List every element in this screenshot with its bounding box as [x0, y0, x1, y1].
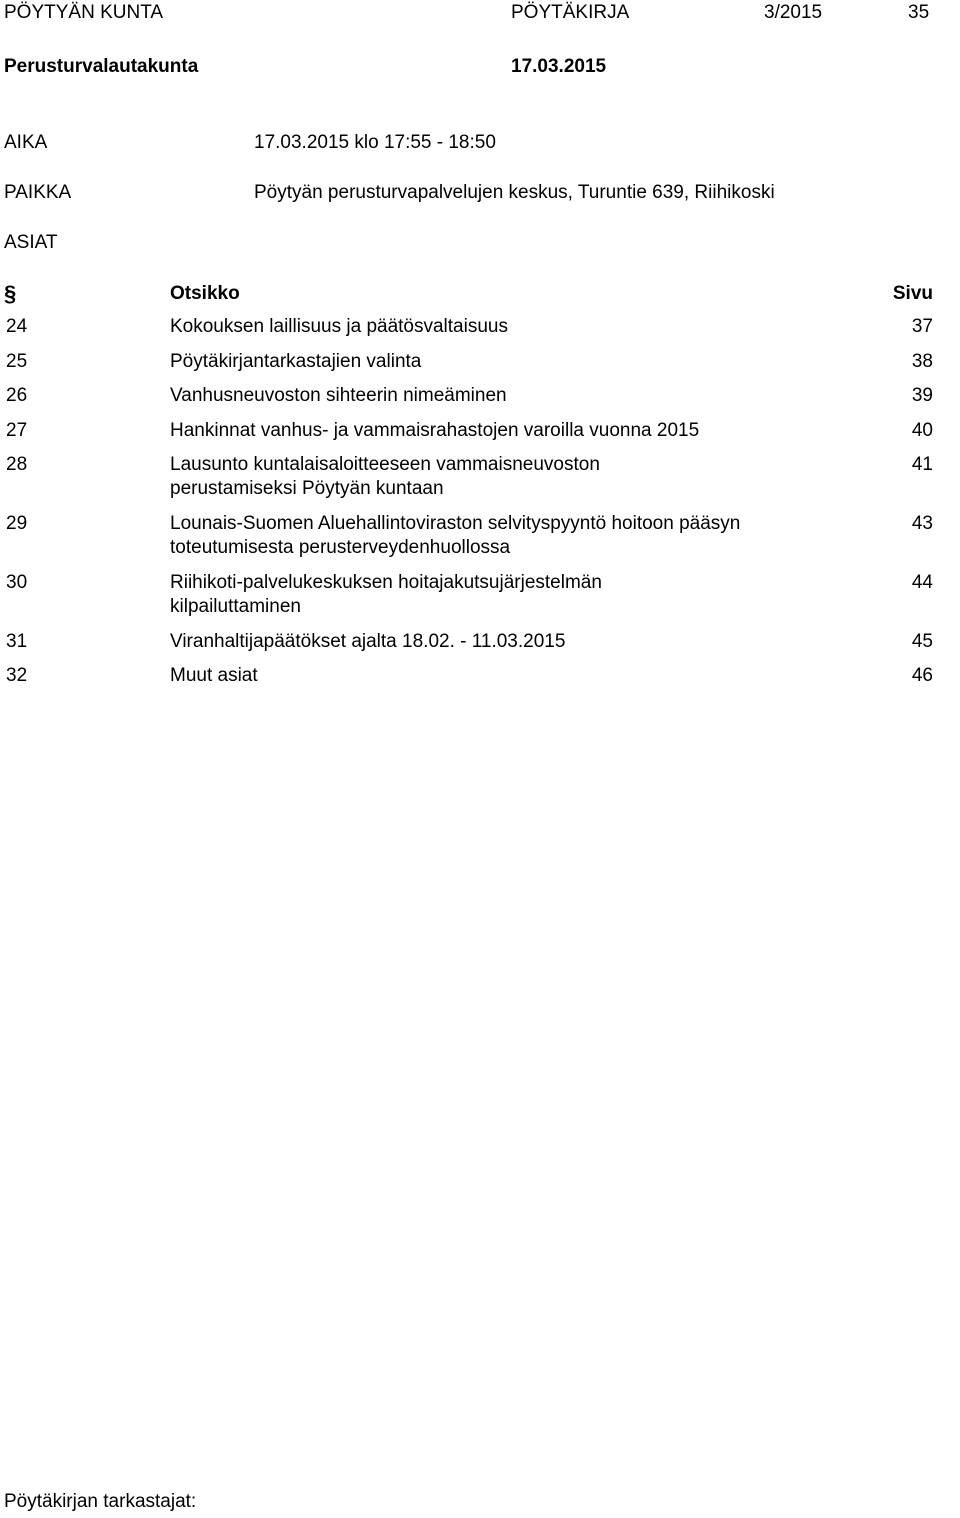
item-title: Lounais-Suomen Aluehallintoviraston selvityspyyntö hoitoon pääsyn toteutumisesta perusterveydenhuollossa — [170, 513, 741, 558]
column-page-header: Sivu — [892, 283, 933, 304]
item-title: Lausunto kuntalaisaloitteeseen vammaisneuvoston perustamiseksi Pöytyän kuntaan — [170, 454, 600, 499]
item-page: 41 — [911, 454, 933, 475]
municipality-name: PÖYTYÄN KUNTA — [4, 2, 164, 23]
committee-name: Perusturvalautakunta — [4, 56, 199, 77]
item-number: 26 — [6, 385, 28, 406]
item-page: 44 — [911, 572, 933, 593]
item-number: 29 — [6, 513, 28, 534]
section-sign-icon: § — [4, 281, 17, 306]
item-page: 46 — [911, 665, 933, 686]
time-label: AIKA — [4, 132, 48, 153]
item-page: 37 — [911, 316, 933, 337]
item-title: Pöytäkirjantarkastajien valinta — [170, 351, 422, 372]
item-number: 25 — [6, 351, 28, 372]
item-number: 27 — [6, 420, 28, 441]
item-page: 45 — [911, 631, 933, 652]
document-number: 3/2015 — [764, 2, 823, 23]
item-number: 31 — [6, 631, 28, 652]
item-number: 32 — [6, 665, 28, 686]
item-number: 24 — [6, 316, 28, 337]
reviewers-label: Pöytäkirjan tarkastajat: — [4, 1491, 197, 1512]
item-number: 30 — [6, 572, 28, 593]
item-page: 38 — [911, 351, 933, 372]
place-value: Pöytyän perusturvapalvelujen keskus, Turuntie 639, Riihikoski — [254, 182, 775, 203]
document-type: PÖYTÄKIRJA — [511, 2, 630, 23]
place-label: PAIKKA — [4, 182, 72, 203]
item-title: Riihikoti-palvelukeskuksen hoitajakutsujärjestelmän kilpailuttaminen — [170, 572, 602, 617]
time-value: 17.03.2015 klo 17:55 - 18:50 — [254, 132, 496, 153]
item-page: 43 — [911, 513, 933, 534]
meeting-date: 17.03.2015 — [511, 56, 607, 77]
agenda-section-label: ASIAT — [4, 232, 58, 253]
item-title: Kokouksen laillisuus ja päätösvaltaisuus — [170, 316, 508, 337]
column-title-header: Otsikko — [170, 283, 240, 304]
item-title: Hankinnat vanhus- ja vammaisrahastojen varoilla vuonna 2015 — [170, 420, 700, 441]
item-page: 39 — [911, 385, 933, 406]
item-title: Viranhaltijapäätökset ajalta 18.02. - 11.03.2015 — [170, 631, 566, 652]
page-number: 35 — [908, 2, 930, 23]
item-page: 40 — [911, 420, 933, 441]
item-title: Muut asiat — [170, 665, 258, 686]
item-number: 28 — [6, 454, 28, 475]
item-title: Vanhusneuvoston sihteerin nimeäminen — [170, 385, 507, 406]
